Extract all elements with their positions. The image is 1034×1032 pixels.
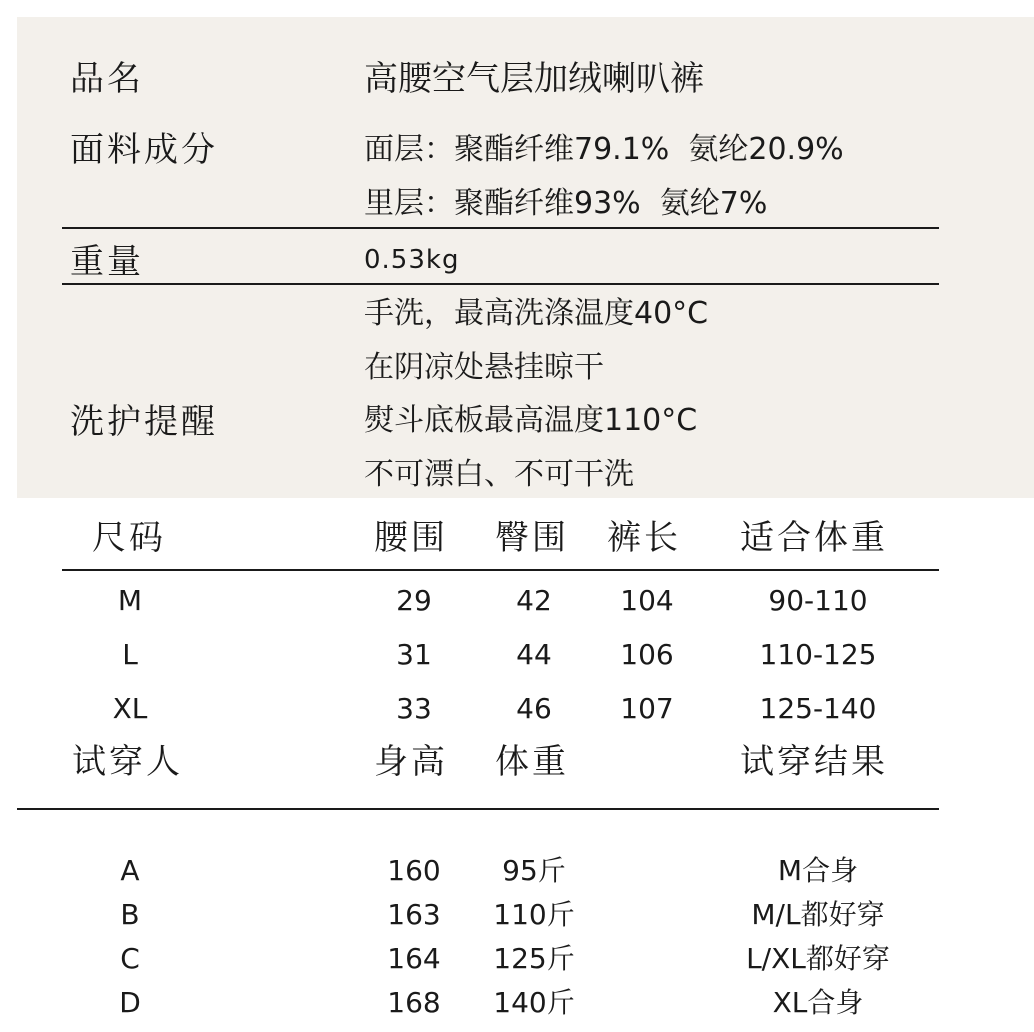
care-line: 不可漂白、不可干洗 (364, 457, 634, 492)
trial-cell: 110斤 (493, 898, 575, 931)
trial-cell: 160 (387, 854, 441, 887)
size-cell: 46 (516, 692, 552, 725)
trial-cell: B (120, 898, 140, 931)
fabric-label: 面料成分 (70, 130, 218, 170)
care-label: 洗护提醒 (70, 402, 218, 442)
divider-line (62, 227, 939, 229)
product-name-value: 高腰空气层加绒喇叭裤 (364, 59, 704, 99)
size-table-divider (62, 569, 939, 571)
care-line: 熨斗底板最高温度110°C (364, 403, 698, 438)
trial-header-height: 身高 (374, 742, 448, 782)
care-line: 手洗，最高洗涤温度40°C (364, 296, 709, 331)
size-cell: L (122, 638, 138, 671)
care-line: 在阴凉处悬挂晾干 (364, 350, 604, 385)
trial-cell: 125斤 (493, 942, 575, 975)
size-cell: M (117, 584, 143, 617)
trial-cell: XL合身 (772, 986, 864, 1019)
trial-table-divider (17, 808, 939, 810)
size-cell: 125-140 (759, 692, 877, 725)
trial-header-weight: 体重 (495, 742, 569, 782)
size-cell: 29 (396, 584, 432, 617)
size-cell: 42 (516, 584, 552, 617)
trial-cell: L/XL都好穿 (746, 942, 890, 975)
trial-cell: 168 (387, 986, 441, 1019)
size-header-waist: 腰围 (374, 518, 448, 558)
fabric-outer-value: 面层：聚酯纤维79.1% 氨纶20.9% (364, 132, 844, 167)
trial-header-person: 试穿人 (72, 742, 183, 782)
trial-cell: A (120, 854, 140, 887)
size-cell: 44 (516, 638, 552, 671)
divider-line (62, 283, 939, 285)
trial-cell: 163 (387, 898, 441, 931)
trial-cell: M/L都好穿 (751, 898, 885, 931)
weight-label: 重量 (70, 242, 144, 282)
size-header-hip: 臀围 (495, 518, 569, 558)
size-header-length: 裤长 (607, 518, 681, 558)
size-header-size: 尺码 (92, 518, 166, 558)
fabric-inner-value: 里层：聚酯纤维93% 氨纶7% (364, 186, 768, 221)
size-cell: 110-125 (759, 638, 877, 671)
trial-cell: C (120, 942, 140, 975)
size-cell: XL (112, 692, 148, 725)
weight-value: 0.53kg (364, 245, 460, 275)
trial-cell: 140斤 (493, 986, 575, 1019)
trial-cell: 164 (387, 942, 441, 975)
size-cell: 104 (620, 584, 674, 617)
size-cell: 90-110 (768, 584, 868, 617)
size-header-weight-fit: 适合体重 (740, 518, 888, 558)
trial-header-result: 试穿结果 (740, 742, 888, 782)
size-cell: 107 (620, 692, 674, 725)
size-cell: 106 (620, 638, 674, 671)
size-cell: 33 (396, 692, 432, 725)
product-name-label: 品名 (70, 59, 144, 99)
trial-cell: D (119, 986, 141, 1019)
trial-cell: 95斤 (502, 854, 566, 887)
size-cell: 31 (396, 638, 432, 671)
trial-cell: M合身 (777, 854, 859, 887)
